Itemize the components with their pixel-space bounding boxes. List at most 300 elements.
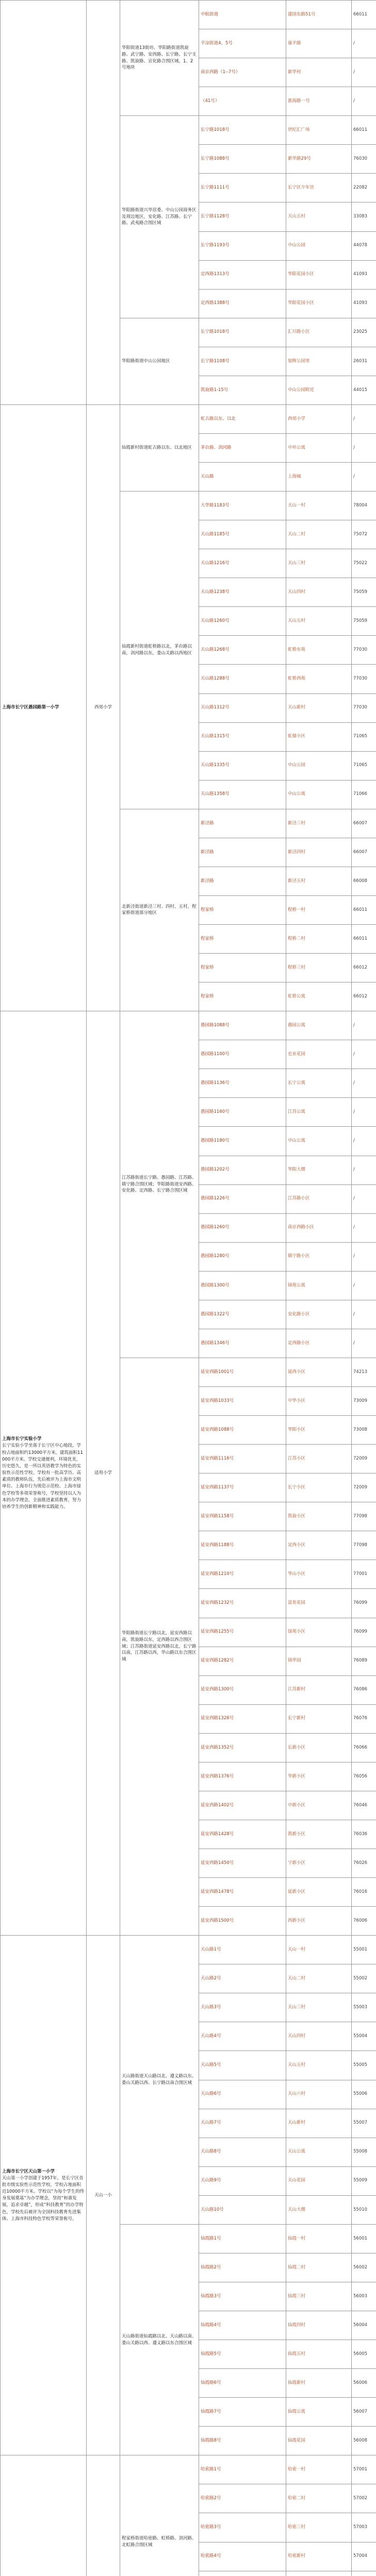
estate-name: 天山三村 bbox=[286, 1993, 352, 2022]
estate-name: 江苏公寓 bbox=[286, 1098, 352, 1127]
zone-area-description: 江苏路街道长宁路、愚园路、江苏路、镇宁路合围区域；华阳路街道安西路、安化路、定西路、长宁路合围区域 bbox=[120, 1011, 199, 1358]
estate-name: 哈密新村 bbox=[286, 2542, 352, 2571]
estate-code: 75059 bbox=[352, 607, 376, 636]
school-name bbox=[87, 1, 120, 405]
estate-name: 镇宁路小区 bbox=[286, 1242, 352, 1271]
address-range: 定西路1388号 bbox=[199, 289, 286, 318]
estate-name: 哈密二村 bbox=[286, 2484, 352, 2513]
estate-name: 定西小区 bbox=[286, 1531, 352, 1560]
address-range: 愚园路1088号 bbox=[199, 1011, 286, 1040]
estate-code: / bbox=[352, 1242, 376, 1271]
address-range: 天山路9号 bbox=[199, 2166, 286, 2195]
estate-code bbox=[352, 2571, 376, 2576]
estate-name: 天山五村 bbox=[286, 2051, 352, 2080]
estate-code: 56003 bbox=[352, 2282, 376, 2311]
estate-name: 旭辉公园里 bbox=[286, 347, 352, 376]
address-range: （41号） bbox=[199, 87, 286, 116]
estate-code: 55007 bbox=[352, 2109, 376, 2138]
estate-name: 凯新小区 bbox=[286, 1820, 352, 1849]
estate-name: 天山五村 bbox=[286, 202, 352, 231]
estate-name: 程桥一村 bbox=[286, 895, 352, 924]
estate-code: 57004 bbox=[352, 2542, 376, 2571]
address-range: 天山路2号 bbox=[199, 1964, 286, 1993]
estate-code: / bbox=[352, 433, 376, 462]
zone-area-description: 程家桥街道哈密路、虹桥路、剑河路、北虹路合围区域 bbox=[120, 2455, 199, 2576]
address-range: 延安西路1300号 bbox=[199, 1675, 286, 1704]
estate-name: 中环公寓 bbox=[286, 433, 352, 462]
estate-name: 天山大楼 bbox=[286, 2195, 352, 2224]
estate-name: 西新小区 bbox=[286, 1907, 352, 1936]
address-range: 程家桥 bbox=[199, 954, 286, 982]
estate-name: 仙霞公寓 bbox=[286, 2398, 352, 2427]
estate-code: 56005 bbox=[352, 2340, 376, 2369]
address-range: 长宁路1108号 bbox=[199, 347, 286, 376]
address-range: 延安西路1158号 bbox=[199, 1502, 286, 1531]
estate-code: 57002 bbox=[352, 2484, 376, 2513]
estate-code: 55005 bbox=[352, 2051, 376, 2080]
estate-code: / bbox=[352, 1069, 376, 1098]
school-name: 天山一小 bbox=[87, 1936, 120, 2455]
address-range: 凯旋路1-15号 bbox=[199, 376, 286, 404]
address-range: 延安西路1282号 bbox=[199, 1647, 286, 1675]
estate-code: 66012 bbox=[352, 982, 376, 1011]
estate-code: / bbox=[352, 1213, 376, 1242]
estate-name: 宁新小区 bbox=[286, 1849, 352, 1878]
address-range: 延安西路1088号 bbox=[199, 1416, 286, 1445]
estate-code: / bbox=[352, 1271, 376, 1300]
zone-area-description: 天山路街道天山路以北、遵义路以东、娄山关路以西、长宁路以南合围区域 bbox=[120, 1936, 199, 2225]
estate-name: 天山新村 bbox=[286, 2109, 352, 2138]
estate-code: 77030 bbox=[352, 665, 376, 693]
estate-code: 76099 bbox=[352, 1618, 376, 1647]
address-range: 愚园路1300号 bbox=[199, 1271, 286, 1300]
address-range: 长宁路1018号 bbox=[199, 318, 286, 347]
address-range: 愚园路1346号 bbox=[199, 1329, 286, 1358]
address-range: 程家桥 bbox=[199, 982, 286, 1011]
table-row bbox=[1, 1011, 376, 1040]
estate-code: / bbox=[352, 1156, 376, 1184]
estate-name: 天山新村 bbox=[286, 693, 352, 722]
estate-name: 仙霞二村 bbox=[286, 2253, 352, 2282]
school-description bbox=[1, 404, 87, 1011]
address-range: 延安西路1001号 bbox=[199, 1358, 286, 1386]
estate-name: 仙霞花园 bbox=[286, 2427, 352, 2455]
estate-name bbox=[286, 2571, 352, 2576]
address-range: 天山路4号 bbox=[199, 2022, 286, 2051]
school-description-title: 上海市长宁区愚园路第一小学 bbox=[2, 705, 59, 710]
estate-code: 66011 bbox=[352, 895, 376, 924]
estate-name: 虹桥公寓 bbox=[286, 982, 352, 1011]
estate-name: 上海城 bbox=[286, 463, 352, 492]
address-range: 天山路 bbox=[199, 463, 286, 492]
estate-name: 程桥三村 bbox=[286, 954, 352, 982]
estate-code: 77030 bbox=[352, 693, 376, 722]
estate-code: 76016 bbox=[352, 1878, 376, 1907]
address-range: 程家桥 bbox=[199, 925, 286, 954]
address-range: 延安西路1137号 bbox=[199, 1473, 286, 1502]
address-range: 延安西路1188号 bbox=[199, 1531, 286, 1560]
estate-name: 程桥二村 bbox=[286, 925, 352, 954]
estate-name: 长宁区少年宫 bbox=[286, 174, 352, 202]
estate-name: 华阳花园小区 bbox=[286, 260, 352, 289]
estate-name: 仙霞四村 bbox=[286, 2311, 352, 2340]
estate-code: 41093 bbox=[352, 289, 376, 318]
estate-code: 72009 bbox=[352, 1445, 376, 1473]
estate-code: / bbox=[352, 1011, 376, 1040]
address-range: 新泾路 bbox=[199, 867, 286, 895]
estate-code: 55010 bbox=[352, 2195, 376, 2224]
estate-code: 77098 bbox=[352, 1502, 376, 1531]
address-range: 天山路1358号 bbox=[199, 780, 286, 809]
address-range: 仙霞路3号 bbox=[199, 2282, 286, 2311]
estate-name: 长宁小区 bbox=[286, 1473, 352, 1502]
estate-name: 华阳小区 bbox=[286, 1416, 352, 1445]
address-range: 仙霞路2号 bbox=[199, 2253, 286, 2282]
address-range: 仙霞路4号 bbox=[199, 2311, 286, 2340]
estate-code: 78004 bbox=[352, 492, 376, 520]
estate-code: / bbox=[352, 58, 376, 87]
address-range: 天山路1335号 bbox=[199, 751, 286, 780]
estate-code: 41093 bbox=[352, 260, 376, 289]
estate-code: / bbox=[352, 463, 376, 492]
school-description bbox=[1, 1011, 87, 1936]
estate-name: 天山二村 bbox=[286, 1964, 352, 1993]
estate-name: 宏业花园 bbox=[286, 1040, 352, 1069]
address-range: 天山路1288号 bbox=[199, 665, 286, 693]
address-range: 天山路8号 bbox=[199, 2138, 286, 2166]
estate-code: 55006 bbox=[352, 2080, 376, 2109]
estate-name: 天山三村 bbox=[286, 549, 352, 578]
estate-name: 天山五村 bbox=[286, 607, 352, 636]
estate-code: 76066 bbox=[352, 1733, 376, 1762]
address-range: 愚园路1226号 bbox=[199, 1184, 286, 1213]
estate-code: 75059 bbox=[352, 578, 376, 607]
address-range: 仙霞路7号 bbox=[199, 2398, 286, 2427]
address-range: 南京西路（1--7号） bbox=[199, 58, 286, 87]
estate-name: 建国东路51号 bbox=[286, 1, 352, 29]
address-range: 延安西路1376号 bbox=[199, 1762, 286, 1791]
address-range: 天山路1315号 bbox=[199, 722, 286, 751]
estate-name: 华山小区 bbox=[286, 1560, 352, 1589]
estate-code: 55008 bbox=[352, 2138, 376, 2166]
estate-code: 77030 bbox=[352, 636, 376, 665]
address-range: 天山路1185号 bbox=[199, 520, 286, 549]
estate-code: / bbox=[352, 1127, 376, 1156]
table-row bbox=[1, 1936, 376, 1964]
estate-code: / bbox=[352, 404, 376, 433]
estate-name: 锦苑公寓 bbox=[286, 1271, 352, 1300]
estate-code: 73008 bbox=[352, 1416, 376, 1445]
school-description bbox=[1, 1, 87, 405]
address-range: 天山路1260号 bbox=[199, 607, 286, 636]
estate-code: 23025 bbox=[352, 318, 376, 347]
address-range: 虹古路以东、以北 bbox=[199, 404, 286, 433]
address-range: 延安西路1450号 bbox=[199, 1849, 286, 1878]
estate-name: 天山二村 bbox=[286, 520, 352, 549]
estate-code: 76046 bbox=[352, 1791, 376, 1820]
estate-code: 74213 bbox=[352, 1358, 376, 1386]
estate-code: 56008 bbox=[352, 2427, 376, 2455]
address-range: 延安西路1232号 bbox=[199, 1589, 286, 1618]
estate-code: 56007 bbox=[352, 2398, 376, 2427]
estate-code: 55001 bbox=[352, 1936, 376, 1964]
address-range: 延安西路1402号 bbox=[199, 1791, 286, 1820]
address-range bbox=[199, 2571, 286, 2576]
estate-name: 定西路小区 bbox=[286, 1329, 352, 1358]
address-range: 新泾路 bbox=[199, 809, 286, 838]
address-range: 茅台路、剑河路 bbox=[199, 433, 286, 462]
estate-name: 绿苑小区 bbox=[286, 1618, 352, 1647]
address-range: 天山路6号 bbox=[199, 2080, 286, 2109]
estate-code: / bbox=[352, 29, 376, 58]
address-range: 哈密路4号 bbox=[199, 2542, 286, 2571]
estate-code: 72009 bbox=[352, 1473, 376, 1502]
address-range: 定西路1313号 bbox=[199, 260, 286, 289]
estate-code: 76076 bbox=[352, 1704, 376, 1733]
estate-name: 愚园公寓 bbox=[286, 1011, 352, 1040]
estate-name: 虹桥西苑 bbox=[286, 665, 352, 693]
school-description bbox=[1, 1936, 87, 2455]
estate-name: 天山花园 bbox=[286, 2166, 352, 2195]
estate-name: 新泾五村 bbox=[286, 867, 352, 895]
estate-name: 西郊小学 bbox=[286, 404, 352, 433]
estate-code: 76056 bbox=[352, 1762, 376, 1791]
estate-code: 76006 bbox=[352, 1907, 376, 1936]
address-range: 延安西路1478号 bbox=[199, 1878, 286, 1907]
estate-name: 长宁新村 bbox=[286, 1704, 352, 1733]
address-range: 天山路3号 bbox=[199, 1993, 286, 2022]
estate-name: 仙霞新村 bbox=[286, 2369, 352, 2398]
estate-name: 新华路29号 bbox=[286, 145, 352, 174]
school-name bbox=[87, 2455, 120, 2576]
estate-code: 66007 bbox=[352, 809, 376, 838]
estate-code: 55009 bbox=[352, 2166, 376, 2195]
estate-code: 76089 bbox=[352, 1647, 376, 1675]
estate-code: 55003 bbox=[352, 1993, 376, 2022]
estate-name: 中华小区 bbox=[286, 1387, 352, 1416]
zone-area-description: 华阳街道13街坊、华阳路街道凯旋路、武宁路、安西路、长宁路、长宁支路、凯旋路、宣化路合围区域，1、2号地块 bbox=[120, 1, 199, 116]
estate-name: 虹桥东苑 bbox=[286, 636, 352, 665]
address-range: 天山路1238号 bbox=[199, 578, 286, 607]
estate-name: 天山一村 bbox=[286, 492, 352, 520]
address-range: 哈密路2号 bbox=[199, 2484, 286, 2513]
address-range: 哈密路3号 bbox=[199, 2513, 286, 2542]
school-description-title: 上海市长宁区天山第一小学 bbox=[2, 2168, 55, 2174]
school-description bbox=[1, 2455, 87, 2576]
estate-name: 新华村 bbox=[286, 58, 352, 87]
estate-code: 76030 bbox=[352, 145, 376, 174]
estate-code: 56001 bbox=[352, 2224, 376, 2253]
estate-code: 55002 bbox=[352, 1964, 376, 1993]
estate-name: 仙霞一村 bbox=[286, 2224, 352, 2253]
estate-code: 22082 bbox=[352, 174, 376, 202]
school-description-body: 天山第一小学创建于1957年，是长宁区首批市级实验性示范性学校，学校占地面积近10000平方米。学校以“为每个学生的终身发展奠基”为办学理念，坚持“和谐发展，追求卓越”，形成“科技教育”的办学特色，学校先后被评为全国科技教育先进集体、上海市科技特色学校等荣誉称号。 bbox=[2, 2175, 84, 2222]
address-range: 长宁路1128号 bbox=[199, 202, 286, 231]
estate-name: 天山四村 bbox=[286, 578, 352, 607]
estate-code: 76036 bbox=[352, 1820, 376, 1849]
address-range: 愚园路1280号 bbox=[199, 1242, 286, 1271]
address-range: 愚园路1322号 bbox=[199, 1300, 286, 1329]
school-name: 适用小学 bbox=[87, 1011, 120, 1936]
table-row bbox=[1, 404, 376, 433]
estate-code: 66011 bbox=[352, 1, 376, 29]
estate-name: 天山公寓 bbox=[286, 2138, 352, 2166]
address-range: 延安西路1326号 bbox=[199, 1704, 286, 1733]
estate-name: 虹储小区 bbox=[286, 722, 352, 751]
estate-code: / bbox=[352, 1184, 376, 1213]
estate-name: 华阳花园小区 bbox=[286, 289, 352, 318]
address-range: 延安西路1255号 bbox=[199, 1618, 286, 1647]
estate-code: / bbox=[352, 87, 376, 116]
address-range: 延安西路1352号 bbox=[199, 1733, 286, 1762]
address-range: 天山路7号 bbox=[199, 2109, 286, 2138]
estate-code: 71065 bbox=[352, 751, 376, 780]
address-range: 仙霞路5号 bbox=[199, 2340, 286, 2369]
estate-name: 延西小区 bbox=[286, 1358, 352, 1386]
estate-name: 新泾三村 bbox=[286, 809, 352, 838]
table-row bbox=[1, 1, 376, 29]
zone-area-description: 华阳路街道兴华居委、中山公园商务区及周边地区，安化路、江苏路、长宁路、武夷路合围区域 bbox=[120, 116, 199, 318]
estate-name: 华新小区 bbox=[286, 1762, 352, 1791]
address-range: 天山路1216号 bbox=[199, 549, 286, 578]
estate-code: 66011 bbox=[352, 925, 376, 954]
school-description-body: 长宁实验小学坐落于长宁区中心地段，学校占地面积约13000平方米，建筑面积11000平方米。学校交通便利，环境优美，历史悠久，是一所以英语教学为特色的实验性示范性学校。学校有一批高学历、高素质的教师队伍，先后被评为上海市文明单位、上海市行为规范示范校、上海市绿色学校等多项荣誉称号，学校坚持以人为本的办学理念，全面推进素质教育，努力培养学生的创新精神和实践能力。 bbox=[2, 1443, 83, 1510]
estate-name: 江苏新村 bbox=[286, 1675, 352, 1704]
address-range: 愚园路1202号 bbox=[199, 1156, 286, 1184]
zone-area-description: 华阳路街道长宁路以北，延安西路以南，凯旋路以东，定西路以西合围区域；江苏路街道延安西路以北，长宁路以南，江苏路以西，华山路以东合围区域 bbox=[120, 1358, 199, 1935]
address-range: 长宁路1088号 bbox=[199, 145, 286, 174]
estate-name: 天山四村 bbox=[286, 2022, 352, 2051]
estate-name: 仙霞三村 bbox=[286, 2282, 352, 2311]
address-range: 大华路1183号 bbox=[199, 492, 286, 520]
address-range: 延安西路1116号 bbox=[199, 1445, 286, 1473]
address-range: 长宁路1018号 bbox=[199, 116, 286, 145]
address-range: 长宁路1193号 bbox=[199, 231, 286, 260]
estate-name: 天山一村 bbox=[286, 1936, 352, 1964]
address-range: 延安西路1500号 bbox=[199, 1907, 286, 1936]
estate-name: 哈密三村 bbox=[286, 2513, 352, 2542]
address-range: 哈密路1号 bbox=[199, 2455, 286, 2484]
estate-code: 66007 bbox=[352, 838, 376, 867]
estate-name: 华阳大楼 bbox=[286, 1156, 352, 1184]
address-range: 延安西路1210号 bbox=[199, 1560, 286, 1589]
estate-code: 76086 bbox=[352, 1675, 376, 1704]
estate-code: 26031 bbox=[352, 347, 376, 376]
estate-code: 66008 bbox=[352, 867, 376, 895]
estate-name: 安化路小区 bbox=[286, 1300, 352, 1329]
school-description-title: 上海市长宁实验小学 bbox=[2, 1436, 42, 1442]
address-range: 天山路1312号 bbox=[199, 693, 286, 722]
estate-name: 南京西路小区 bbox=[286, 1213, 352, 1242]
estate-name: 汇川路小区 bbox=[286, 318, 352, 347]
estate-code: 77098 bbox=[352, 1531, 376, 1560]
estate-code: 75072 bbox=[352, 520, 376, 549]
estate-name: 长新小区 bbox=[286, 1733, 352, 1762]
estate-code: 66011 bbox=[352, 116, 376, 145]
address-range: 仙霞路8号 bbox=[199, 2427, 286, 2455]
address-range: 天山路5号 bbox=[199, 2051, 286, 2080]
estate-code: 76026 bbox=[352, 1849, 376, 1878]
address-range: 平凉街道4、5号 bbox=[199, 29, 286, 58]
estate-name: 淮海路一号 bbox=[286, 87, 352, 116]
address-range: 仙霞路6号 bbox=[199, 2369, 286, 2398]
address-range: 天山路1号 bbox=[199, 1936, 286, 1964]
zone-area-description: 华阳路街道中山公园地区 bbox=[120, 318, 199, 404]
estate-name: 中山公寓 bbox=[286, 1127, 352, 1156]
estate-name: 延新小区 bbox=[286, 1878, 352, 1907]
address-range: 愚园路1260号 bbox=[199, 1213, 286, 1242]
estate-name: 锦华园 bbox=[286, 1647, 352, 1675]
estate-code: 57003 bbox=[352, 2513, 376, 2542]
zone-area-description: 北新泾街道新泾三村、四村、五村，程家桥街道部分地区 bbox=[120, 809, 199, 1011]
estate-code: 71065 bbox=[352, 722, 376, 751]
address-range: 新泾路 bbox=[199, 838, 286, 867]
address-range: 天山路1268号 bbox=[199, 636, 286, 665]
estate-name: 长宁公寓 bbox=[286, 1069, 352, 1098]
address-range: 愚园路1136号 bbox=[199, 1069, 286, 1098]
estate-name: 江苏路小区 bbox=[286, 1184, 352, 1213]
estate-code: 76099 bbox=[352, 1589, 376, 1618]
address-range: 延安西路1033号 bbox=[199, 1387, 286, 1416]
estate-name: 中山公园附近 bbox=[286, 376, 352, 404]
estate-code: 44015 bbox=[352, 376, 376, 404]
estate-code: / bbox=[352, 1300, 376, 1329]
zone-area-description: 仙霞新村街道虹桥路以北，茅台路以南，剑河路以东，娄山关路以西地区 bbox=[120, 492, 199, 809]
estate-name: 中山公园 bbox=[286, 751, 352, 780]
address-range: 愚园路1180号 bbox=[199, 1127, 286, 1156]
address-range: 愚园路1160号 bbox=[199, 1098, 286, 1127]
zone-area-description: 仙霞新村街道虹古路以东、以北地区 bbox=[120, 404, 199, 491]
estate-code: 33083 bbox=[352, 202, 376, 231]
estate-code: 55004 bbox=[352, 2022, 376, 2051]
address-range: 程家桥 bbox=[199, 895, 286, 924]
estate-name: 世纪汇广场 bbox=[286, 116, 352, 145]
zone-area-description: 天山路街道仙霞路以北、天山路以南、娄山关路以西、遵义路以东合围区域 bbox=[120, 2224, 199, 2455]
estate-name: 中新小区 bbox=[286, 1791, 352, 1820]
estate-code: 57001 bbox=[352, 2455, 376, 2484]
estate-name: 凯旋小区 bbox=[286, 1502, 352, 1531]
estate-name: 中山公寓 bbox=[286, 780, 352, 809]
estate-name: 新泾四村 bbox=[286, 838, 352, 867]
estate-code: 56002 bbox=[352, 2253, 376, 2282]
estate-code: 75022 bbox=[352, 549, 376, 578]
estate-code: 77001 bbox=[352, 1560, 376, 1589]
estate-code: 56006 bbox=[352, 2369, 376, 2398]
estate-code: 73009 bbox=[352, 1387, 376, 1416]
estate-code: / bbox=[352, 1098, 376, 1127]
school-name: 西郊小学 bbox=[87, 404, 120, 1011]
estate-name: 康平路 bbox=[286, 29, 352, 58]
estate-name: 富贵花园 bbox=[286, 1589, 352, 1618]
table-row bbox=[1, 2455, 376, 2484]
estate-code: / bbox=[352, 1040, 376, 1069]
estate-name: 哈密一村 bbox=[286, 2455, 352, 2484]
estate-code: 56004 bbox=[352, 2311, 376, 2340]
estate-code: 66012 bbox=[352, 954, 376, 982]
address-range: 天山路10号 bbox=[199, 2195, 286, 2224]
address-range: 长宁路1111号 bbox=[199, 174, 286, 202]
address-range: 中航街道 bbox=[199, 1, 286, 29]
estate-name: 江苏小区 bbox=[286, 1445, 352, 1473]
estate-code: 44078 bbox=[352, 231, 376, 260]
estate-code: / bbox=[352, 1329, 376, 1358]
address-range: 延安西路1428号 bbox=[199, 1820, 286, 1849]
estate-name: 中山公园 bbox=[286, 231, 352, 260]
estate-name: 天山六村 bbox=[286, 2080, 352, 2109]
estate-name: 仙霞五村 bbox=[286, 2340, 352, 2369]
address-range: 仙霞路1号 bbox=[199, 2224, 286, 2253]
address-range: 愚园路1100号 bbox=[199, 1040, 286, 1069]
